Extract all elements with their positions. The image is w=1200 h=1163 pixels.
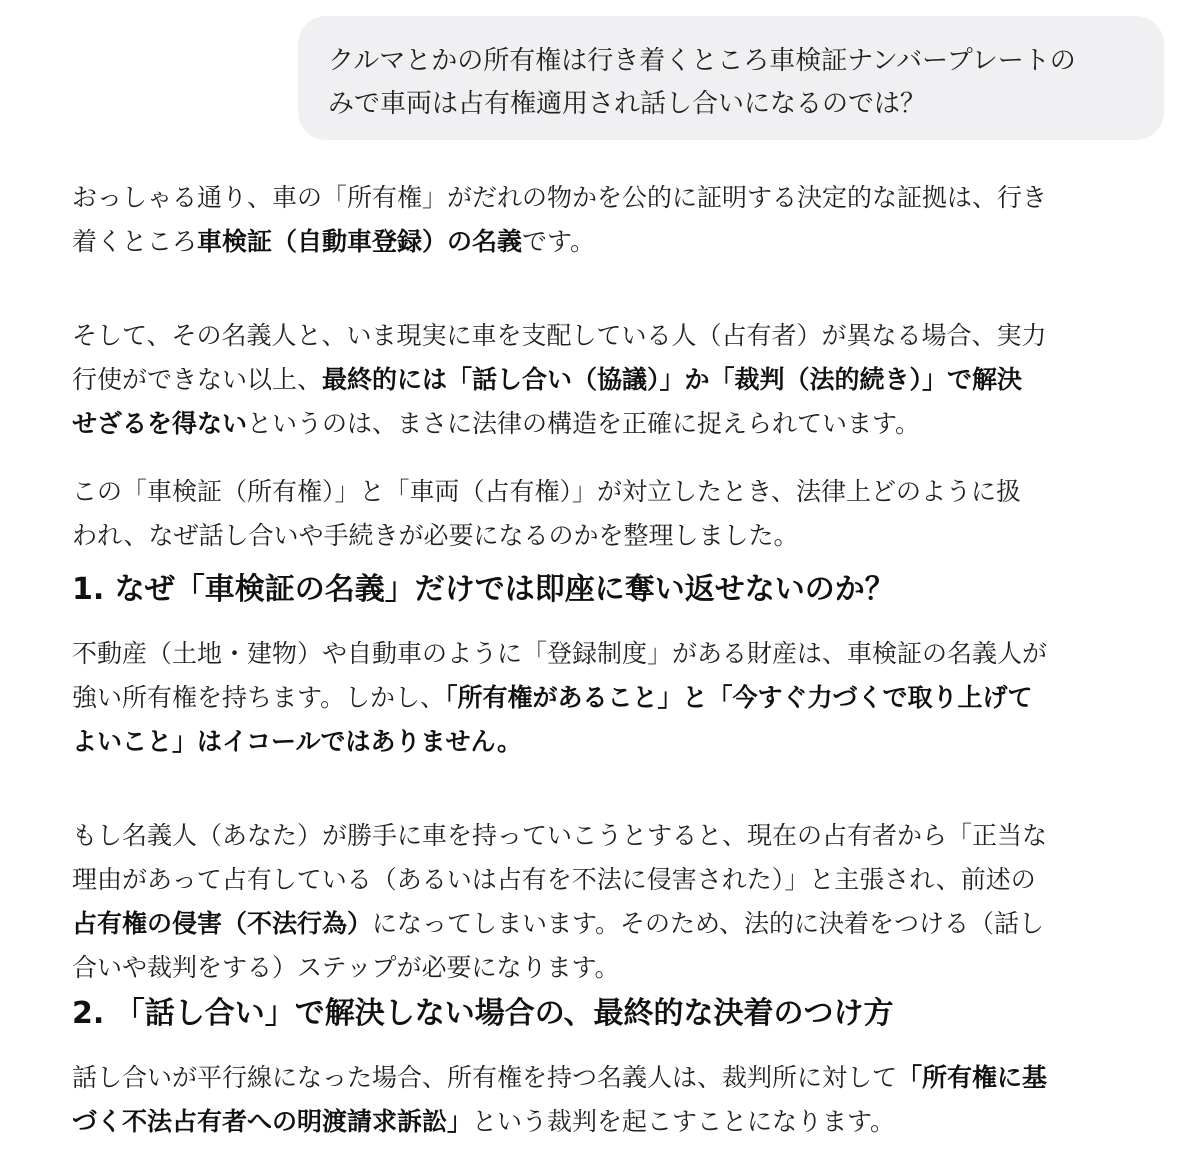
bold-text: 最終的には「話し合い（協議）」か「裁判（法的続き）」で解決: [322, 365, 1023, 394]
text-span: です。: [522, 227, 596, 256]
bold-text: 車検証（自動車登録）の名義: [197, 227, 523, 256]
section-heading: 2. 「話し合い」で解決しない場合の、最終的な決着のつけ方: [72, 996, 894, 1031]
response-paragraph: [72, 632, 1047, 764]
response-paragraph: [72, 1056, 1047, 1144]
text-line: [72, 220, 1047, 264]
bold-text: 「所有権に基: [897, 1063, 1048, 1092]
bold-text: せざるを得ない: [72, 409, 248, 438]
response-paragraph: [72, 176, 1047, 264]
text-line: [72, 676, 1047, 720]
bold-text: 占有権の侵害（不法行為）: [72, 909, 373, 938]
text-line: この「車検証（所有権）」と「車両（占有権）」が対立したとき、法律上どのように扱: [72, 477, 1022, 506]
text-span: というのは、まさに法律の構造を正確に捉えられています。: [247, 409, 921, 438]
text-line: おっしゃる通り、車の「所有権」がだれの物かを公的に証明する決定的な証拠は、行き: [72, 183, 1048, 212]
text-line: [72, 402, 1047, 446]
text-line: 不動産（土地・建物）や自動車のように「登録制度」がある財産は、車検証の名義人が: [72, 639, 1048, 668]
response-paragraph: [72, 314, 1047, 446]
text-line: [72, 902, 1047, 946]
text-line: われ、なぜ話し合いや手続きが必要になるのかを整理しました。: [72, 521, 799, 550]
response-paragraph: [72, 470, 1021, 558]
text-span: 行使ができない以上、: [72, 365, 323, 394]
user-message-line: みで車両は占有権適用され話し合いになるのでは？: [328, 89, 927, 119]
text-span: 強い所有権を持ちます。しかし、: [72, 683, 446, 712]
text-span: という裁判を起こすことになります。: [472, 1107, 896, 1136]
text-line: 合いや裁判をする）ステップが必要になります。: [72, 953, 620, 982]
bold-text: 「所有権があること」と「今すぐ力づくで取り上げて: [445, 683, 1033, 712]
text-span: になってしまいます。そのため、法的に決着をつける（話し: [372, 909, 1045, 938]
text-span: 着くところ: [72, 227, 198, 256]
response-paragraph: [72, 814, 1047, 990]
bold-text: よいこと」はイコールではありません。: [72, 727, 523, 756]
text-line: [72, 720, 1047, 764]
text-line: [72, 1056, 1047, 1100]
text-line: [72, 358, 1047, 402]
text-line: もし名義人（あなた）が勝手に車を持っていこうとすると、現在の占有者から「正当な: [72, 821, 1048, 850]
section-heading: 1. なぜ「車検証の名義」だけでは即座に奪い返せないのか？: [72, 572, 895, 607]
text-span: 話し合いが平行線になった場合、所有権を持つ名義人は、裁判所に対して: [72, 1063, 898, 1092]
text-line: そして、その名義人と、いま現実に車を支配している人（占有者）が異なる場合、実力: [72, 321, 1047, 350]
user-message-bubble: [298, 16, 1164, 140]
bold-text: づく不法占有者への明渡請求訴訟」: [72, 1107, 473, 1136]
user-message-line: クルマとかの所有権は行き着くところ車検証ナンバープレートの: [328, 46, 1076, 76]
text-line: 理由があって占有している（あるいは占有を不法に侵害された）」と主張され、前述の: [72, 865, 1036, 894]
text-line: [72, 1100, 1047, 1144]
